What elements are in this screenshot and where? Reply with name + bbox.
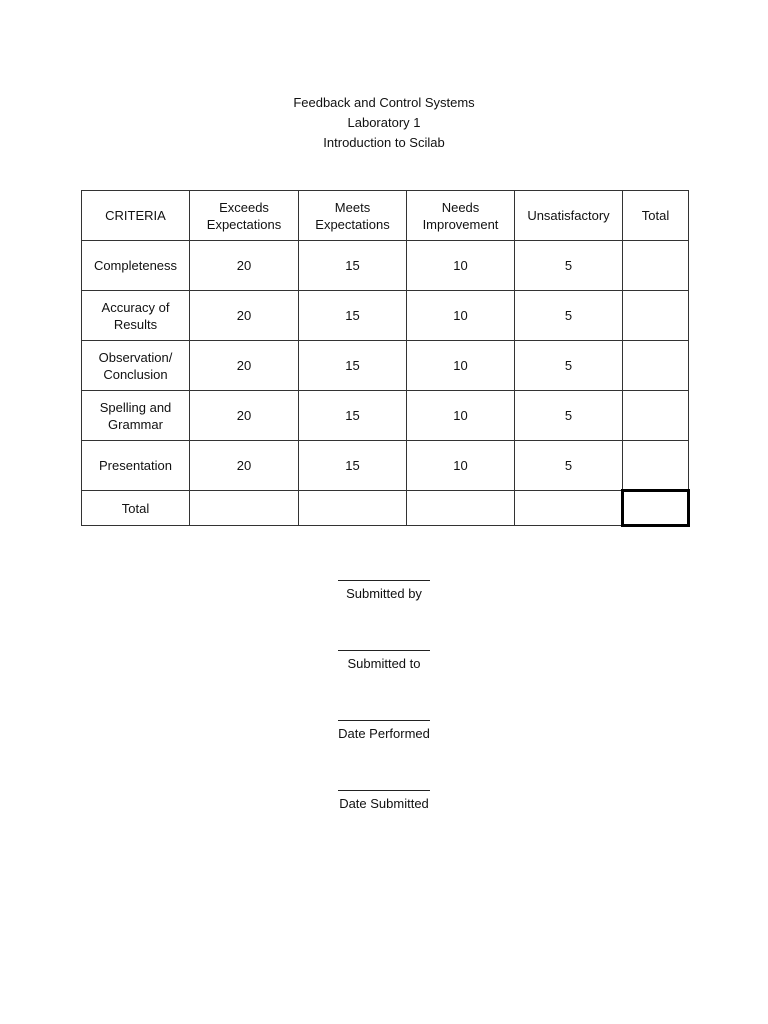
score-cell: 5	[515, 391, 623, 441]
score-cell: 10	[407, 341, 515, 391]
criterion-cell: Spelling and Grammar	[82, 391, 190, 441]
total-blank-cell	[407, 491, 515, 526]
grand-total-cell	[623, 491, 689, 526]
course-title: Feedback and Control Systems	[293, 95, 475, 110]
signature-line	[338, 580, 430, 581]
table-header-row	[82, 191, 689, 241]
score-cell: 15	[299, 391, 407, 441]
criterion-cell: Observation/ Conclusion	[82, 341, 190, 391]
total-blank-cell	[515, 491, 623, 526]
column-header-meets: Meets Expectations	[299, 191, 407, 241]
table-row	[82, 441, 689, 491]
score-cell: 20	[190, 291, 299, 341]
score-cell: 20	[190, 391, 299, 441]
criterion-cell: Accuracy of Results	[82, 291, 190, 341]
score-cell: 15	[299, 291, 407, 341]
row-total-cell	[623, 441, 689, 491]
submitted-by-label: Submitted by	[346, 586, 422, 601]
criterion-cell: Presentation	[82, 441, 190, 491]
total-row-label: Total	[82, 491, 190, 526]
score-cell: 5	[515, 241, 623, 291]
table-row	[82, 341, 689, 391]
total-row	[82, 491, 689, 526]
score-cell: 20	[190, 341, 299, 391]
grading-rubric-table	[81, 190, 690, 527]
submitted-to-field	[334, 650, 434, 708]
table-row	[82, 241, 689, 291]
score-cell: 10	[407, 241, 515, 291]
lab-topic: Introduction to Scilab	[323, 135, 445, 150]
date-submitted-field	[334, 790, 434, 848]
signature-line	[338, 790, 430, 791]
column-header-needs: Needs Improvement	[407, 191, 515, 241]
column-header-total: Total	[623, 191, 689, 241]
signature-line	[338, 720, 430, 721]
score-cell: 5	[515, 441, 623, 491]
score-cell: 15	[299, 341, 407, 391]
document-header	[0, 93, 768, 153]
signature-block	[0, 568, 768, 848]
lab-number: Laboratory 1	[347, 115, 421, 130]
date-performed-label: Date Performed	[338, 726, 430, 741]
row-total-cell	[623, 341, 689, 391]
row-total-cell	[623, 241, 689, 291]
table-row	[82, 291, 689, 341]
score-cell: 20	[190, 241, 299, 291]
date-performed-field	[334, 720, 434, 778]
column-header-unsatisfactory: Unsatisfactory	[515, 191, 623, 241]
score-cell: 5	[515, 341, 623, 391]
score-cell: 10	[407, 391, 515, 441]
submitted-by-field	[334, 580, 434, 638]
score-cell: 10	[407, 291, 515, 341]
column-header-criteria: CRITERIA	[82, 191, 190, 241]
row-total-cell	[623, 291, 689, 341]
criterion-cell: Completeness	[82, 241, 190, 291]
column-header-exceeds: Exceeds Expectations	[190, 191, 299, 241]
submitted-to-label: Submitted to	[347, 656, 421, 671]
row-total-cell	[623, 391, 689, 441]
score-cell: 10	[407, 441, 515, 491]
table-row	[82, 391, 689, 441]
date-submitted-label: Date Submitted	[339, 796, 429, 811]
total-blank-cell	[190, 491, 299, 526]
score-cell: 15	[299, 441, 407, 491]
total-blank-cell	[299, 491, 407, 526]
score-cell: 15	[299, 241, 407, 291]
score-cell: 5	[515, 291, 623, 341]
score-cell: 20	[190, 441, 299, 491]
signature-line	[338, 650, 430, 651]
